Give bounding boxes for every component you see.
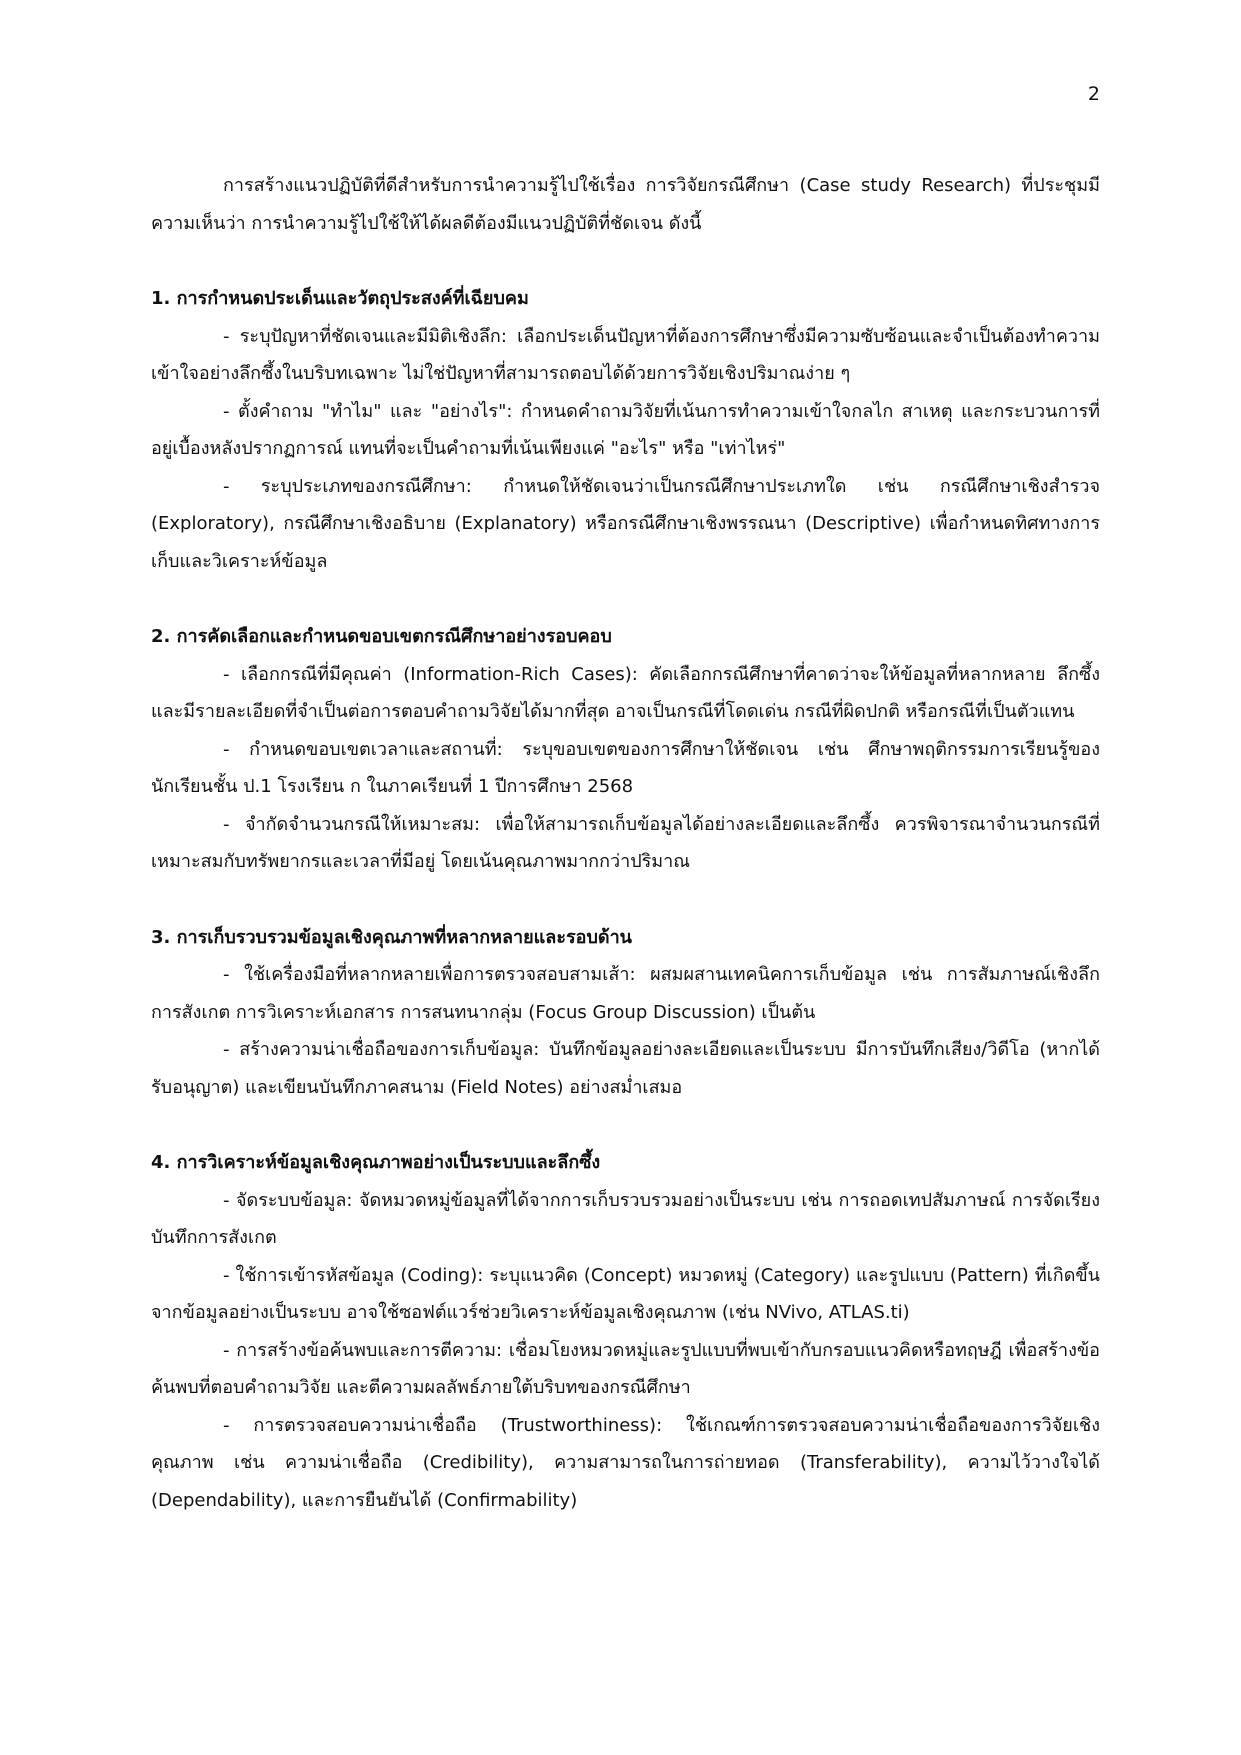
document-body bbox=[151, 167, 1100, 1519]
section-2 bbox=[151, 618, 1100, 881]
section-title: 2. การคัดเลือกและกำหนดขอบเขตกรณีศึกษาอย่างรอบคอบ bbox=[151, 626, 612, 647]
intro-paragraph: การสร้างแนวปฏิบัติที่ดีสำหรับการนำความรู้ไปใช้เรื่อง การวิจัยกรณีศึกษา (Case study Research) ที่ประชุมมีความเห็นว่า การนำความรู้ไปใช้ให้ได้ผลดีต้องมีแนวปฏิบัติที่ชัดเจน ดังนี้ bbox=[151, 175, 1100, 234]
section-4 bbox=[151, 1144, 1100, 1519]
section-3 bbox=[151, 919, 1100, 1107]
section-item: - จัดระบบข้อมูล: จัดหมวดหมู่ข้อมูลที่ได้จากการเก็บรวบรวมอย่างเป็นระบบ เช่น การถอดเทปสัมภาษณ์ การจัดเรียงบันทึกการสังเกต bbox=[151, 1189, 1100, 1248]
section-title: 4. การวิเคราะห์ข้อมูลเชิงคุณภาพอย่างเป็นระบบและลึกซึ้ง bbox=[151, 1152, 601, 1173]
section-item: - ระบุปัญหาที่ชัดเจนและมีมิติเชิงลึก: เลือกประเด็นปัญหาที่ต้องการศึกษาซึ่งมีความซับซ้อนและจำเป็นต้องทำความเข้าใจอย่างลึกซึ้งในบริบทเฉพาะ ไม่ใช่ปัญหาที่สามารถตอบได้ด้วยการวิจัยเชิงปริมาณง่าย ๆ bbox=[151, 325, 1100, 384]
page-number: 2 bbox=[1087, 83, 1100, 105]
section-item: - สร้างความน่าเชื่อถือของการเก็บข้อมูล: บันทึกข้อมูลอย่างละเอียดและเป็นระบบ มีการบันทึกเสียง/วิดีโอ (หากได้รับอนุญาต) และเขียนบันทึกภาคสนาม (Field Notes) อย่างสม่ำเสมอ bbox=[151, 1039, 1100, 1098]
section-title: 1. การกำหนดประเด็นและวัตถุประสงค์ที่เฉียบคม bbox=[151, 288, 529, 309]
section-item: - ใช้การเข้ารหัสข้อมูล (Coding): ระบุแนวคิด (Concept) หมวดหมู่ (Category) และรูปแบบ (Pattern) ที่เกิดขึ้นจากข้อมูลอย่างเป็นระบบ อาจใช้ซอฟต์แวร์ช่วยวิเคราะห์ข้อมูลเชิงคุณภาพ (เช่น NVivo, ATLAS.ti) bbox=[151, 1264, 1100, 1323]
section-item: - เลือกกรณีที่มีคุณค่า (Information-Rich Cases): คัดเลือกกรณีศึกษาที่คาดว่าจะให้ข้อมูลที่หลากหลาย ลึกซึ้ง และมีรายละเอียดที่จำเป็นต่อการตอบคำถามวิจัยได้มากที่สุด อาจเป็นกรณีที่โดดเด่น กรณีที่ผิดปกติ หรือกรณีที่เป็นตัวแทน bbox=[151, 663, 1100, 722]
section-item: - กำหนดขอบเขตเวลาและสถานที่: ระบุขอบเขตของการศึกษาให้ชัดเจน เช่น ศึกษาพฤติกรรมการเรียนรู้ของนักเรียนชั้น ป.1 โรงเรียน ก ในภาคเรียนที่ 1 ปีการศึกษา 2568 bbox=[151, 738, 1100, 797]
section-item: - ใช้เครื่องมือที่หลากหลายเพื่อการตรวจสอบสามเส้า: ผสมผสานเทคนิคการเก็บข้อมูล เช่น การสัมภาษณ์เชิงลึก การสังเกต การวิเคราะห์เอกสาร การสนทนากลุ่ม (Focus Group Discussion) เป็นต้น bbox=[151, 964, 1100, 1023]
section-item: - การตรวจสอบความน่าเชื่อถือ (Trustworthiness): ใช้เกณฑ์การตรวจสอบความน่าเชื่อถือของการวิจัยเชิงคุณภาพ เช่น ความน่าเชื่อถือ (Credibility), ความสามารถในการถ่ายทอด (Transferability), ความไว้วางใจได้ (Dependability), และการยืนยันได้ (Confirmability) bbox=[151, 1414, 1100, 1511]
section-item: - จำกัดจำนวนกรณีให้เหมาะสม: เพื่อให้สามารถเก็บข้อมูลได้อย่างละเอียดและลึกซึ้ง ควรพิจารณาจำนวนกรณีที่เหมาะสมกับทรัพยากรและเวลาที่มีอยู่ โดยเน้นคุณภาพมากกว่าปริมาณ bbox=[151, 813, 1100, 872]
section-item: - ตั้งคำถาม "ทำไม" และ "อย่างไร": กำหนดคำถามวิจัยที่เน้นการทำความเข้าใจกลไก สาเหตุ และกระบวนการที่อยู่เบื้องหลังปรากฏการณ์ แทนที่จะเป็นคำถามที่เน้นเพียงแค่ "อะไร" หรือ "เท่าไหร่" bbox=[151, 400, 1100, 459]
section-item: - ระบุประเภทของกรณีศึกษา: กำหนดให้ชัดเจนว่าเป็นกรณีศึกษาประเภทใด เช่น กรณีศึกษาเชิงสำรวจ (Exploratory), กรณีศึกษาเชิงอธิบาย (Explanatory) หรือกรณีศึกษาเชิงพรรณนา (Descriptive) เพื่อกำหนดทิศทางการเก็บและวิเคราะห์ข้อมูล bbox=[151, 475, 1100, 572]
section-title: 3. การเก็บรวบรวมข้อมูลเชิงคุณภาพที่หลากหลายและรอบด้าน bbox=[151, 926, 632, 948]
section-item: - การสร้างข้อค้นพบและการตีความ: เชื่อมโยงหมวดหมู่และรูปแบบที่พบเข้ากับกรอบแนวคิดหรือทฤษฎี เพื่อสร้างข้อค้นพบที่ตอบคำถามวิจัย และตีความผลลัพธ์ภายใต้บริบทของกรณีศึกษา bbox=[151, 1339, 1100, 1398]
section-1 bbox=[151, 280, 1100, 580]
